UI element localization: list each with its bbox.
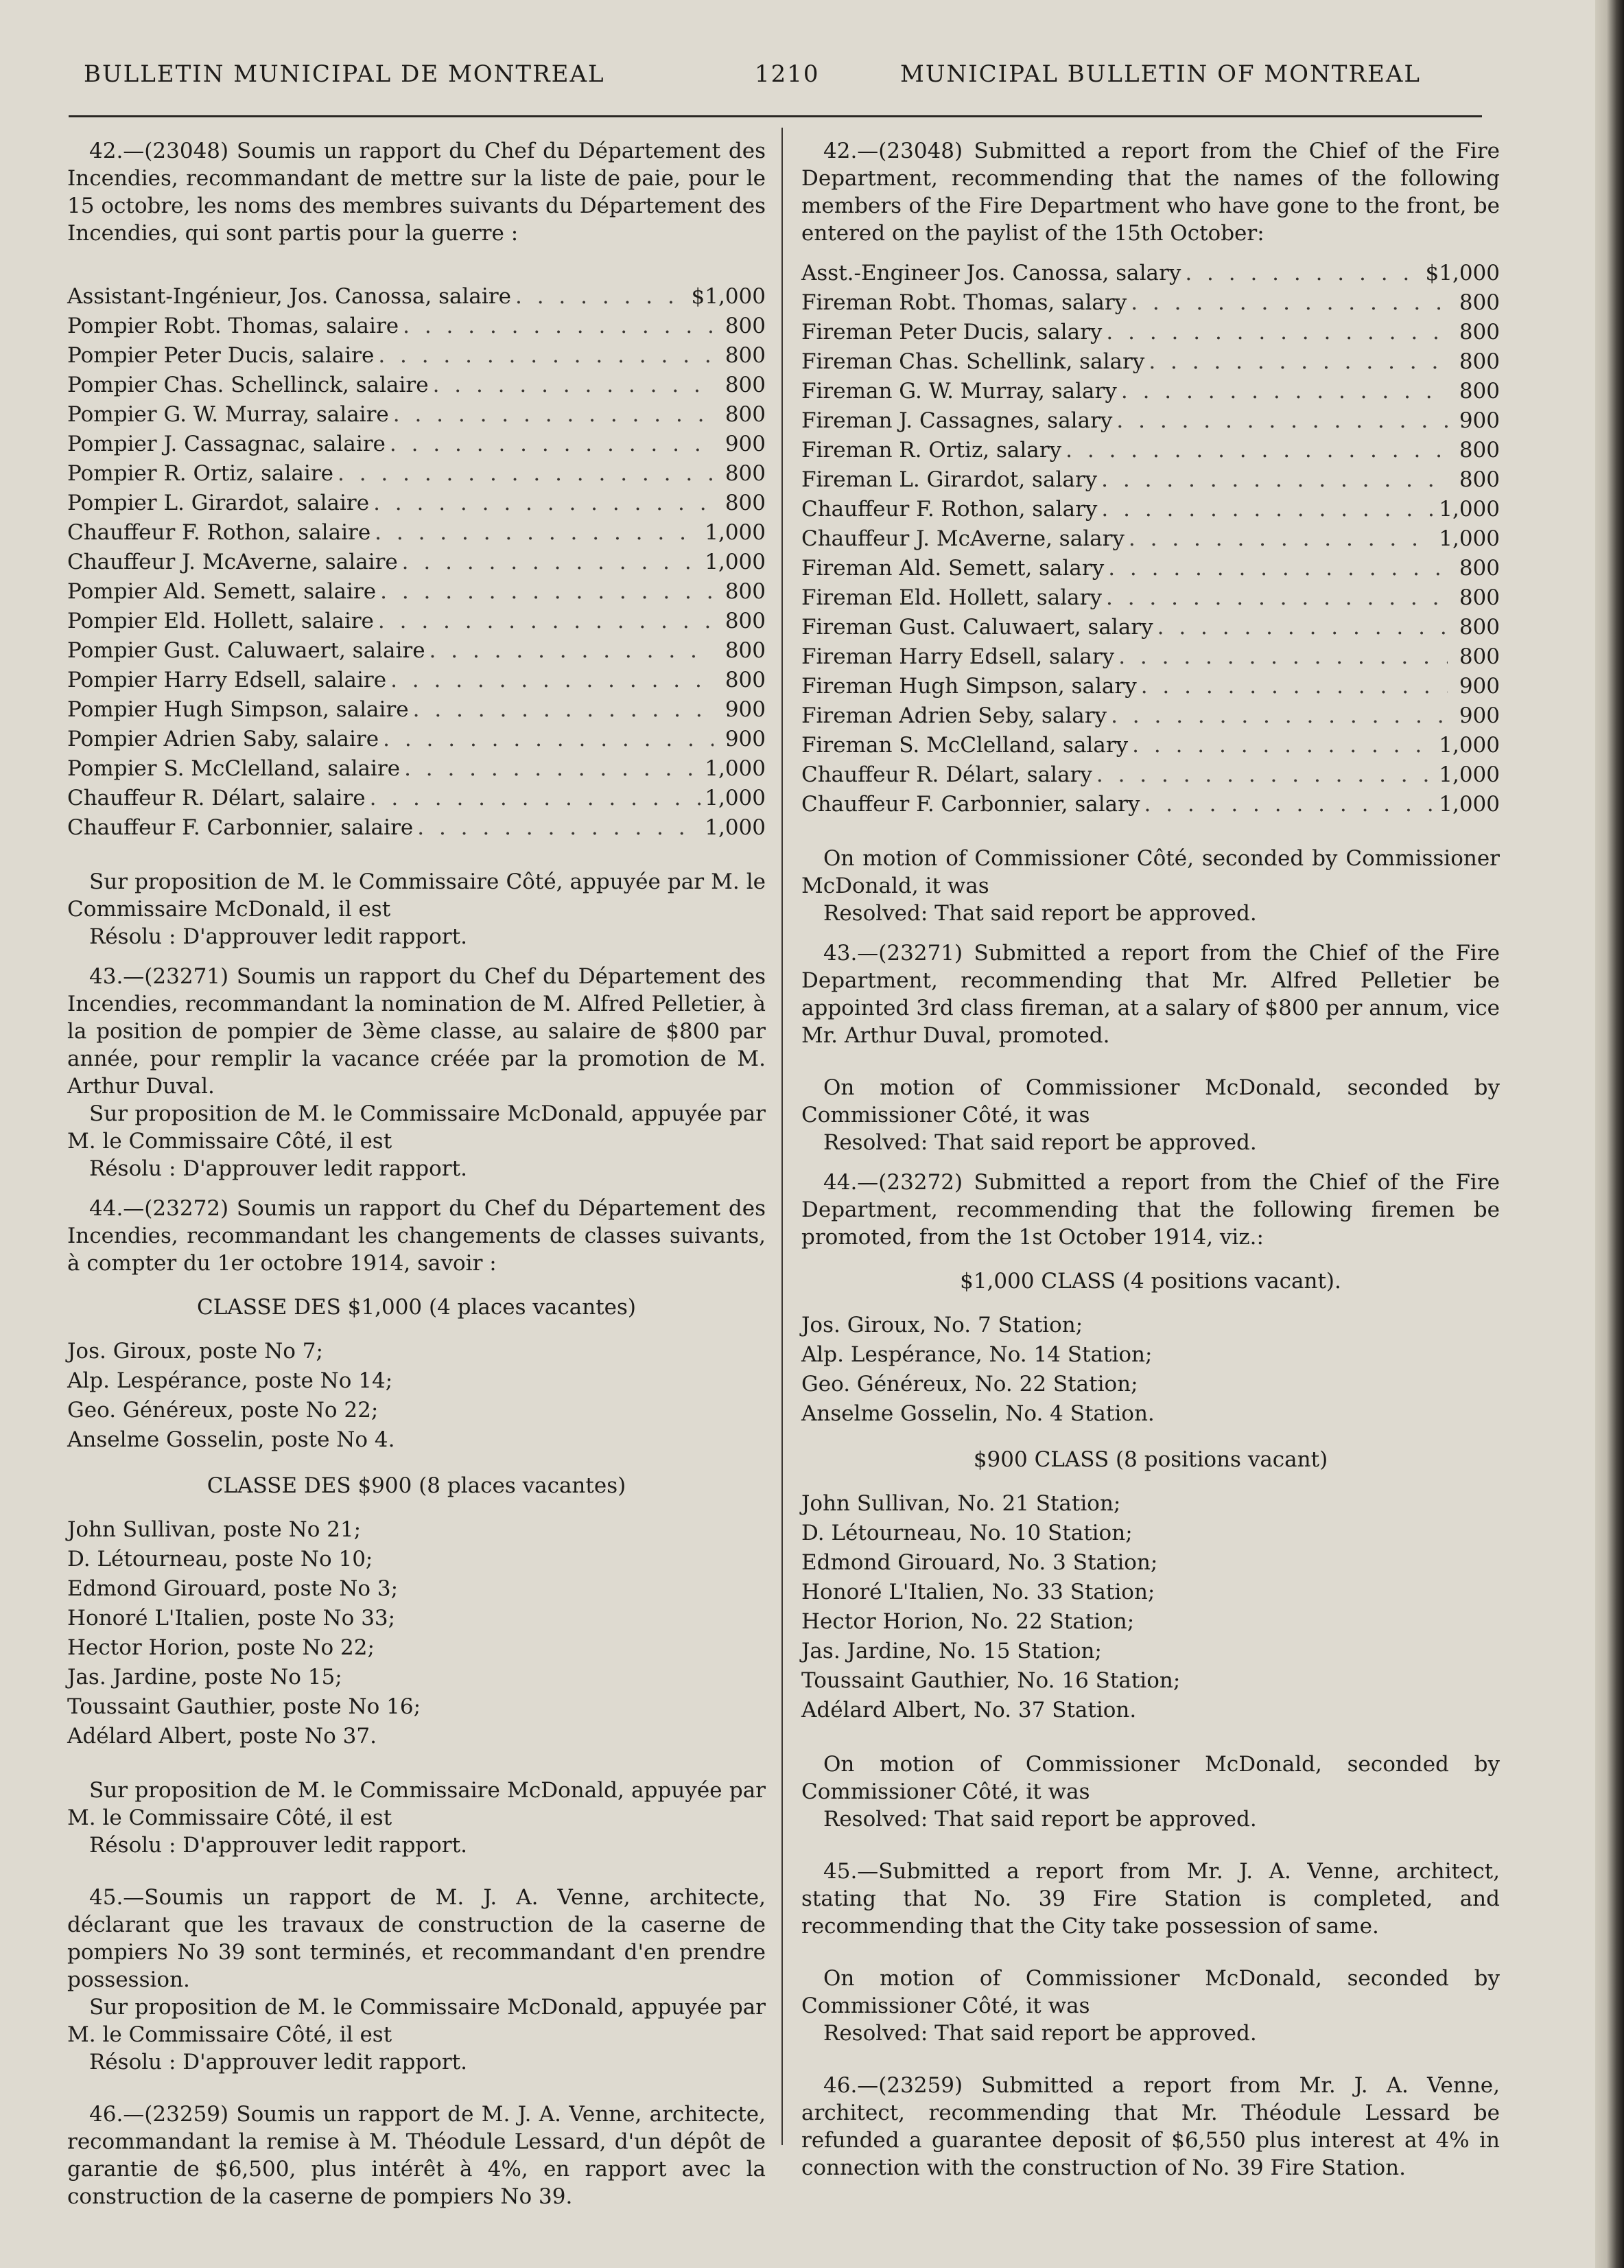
dot-leader: [370, 784, 701, 812]
payroll-name: Pompier Hugh Simpson, salaire: [67, 697, 409, 722]
fr-motion-1: Sur proposition de M. le Commissaire Côté, appuyée par M. le Commissaire McDonald, il est: [67, 869, 766, 922]
payroll-name: Pompier Harry Edsell, salaire: [67, 668, 387, 692]
payroll-amount: 800: [1459, 556, 1500, 581]
en-item-46: 46.—(23259) Submitted a report from Mr. J. A. Venne, architect, recommending that Mr. Théodule Lessard be refunded a guarantee deposit of $6,550 plus interest at 4% in connection with the construction of No. 39 Fire Station.: [801, 2073, 1500, 2180]
en-motion-3: On motion of Commissioner McDonald, seconded by Commissioner Côté, it was: [801, 1752, 1500, 1804]
payroll-amount: 800: [1459, 290, 1500, 315]
payroll-name: Fireman Gust. Caluwaert, salary: [801, 615, 1153, 640]
promotion-list-item: Honoré L'Italien, No. 33 Station;: [801, 1580, 1155, 1604]
dot-leader: [1129, 525, 1435, 552]
payroll-name: Fireman Adrien Seby, salary: [801, 703, 1107, 728]
dot-leader: [1096, 761, 1435, 788]
french-column: [67, 137, 766, 2210]
en-class-1000-heading: $1,000 CLASS (4 positions vacant).: [960, 1269, 1341, 1294]
dot-leader: [1132, 732, 1435, 759]
payroll-row: [801, 436, 1500, 466]
payroll-name: Fireman Eld. Hollett, salary: [801, 585, 1102, 610]
payroll-amount: 800: [725, 461, 766, 486]
promotion-list-item: Jas. Jardine, poste No 15;: [67, 1665, 342, 1690]
promotion-list-item: D. Létourneau, poste No 10;: [67, 1547, 373, 1571]
payroll-name: Pompier Peter Ducis, salaire: [67, 343, 375, 368]
dot-leader: [373, 489, 714, 517]
payroll-row: [67, 578, 766, 607]
payroll-amount: 800: [725, 609, 766, 633]
en-item-43: 43.—(23271) Submitted a report from the Chief of the Fire Department, recommending that Mr. Alfred Pelletier be appointed 3rd class fireman, at a salary of $800 per annum, vice Mr. Arthur Duval, promoted.: [801, 941, 1500, 1048]
promotion-list-item: Toussaint Gauthier, No. 16 Station;: [801, 1668, 1181, 1693]
payroll-name: Assistant-Ingénieur, Jos. Canossa, salaire: [67, 284, 511, 309]
payroll-name: Pompier J. Cassagnac, salaire: [67, 432, 386, 456]
dot-leader: [383, 725, 714, 753]
payroll-name: Pompier Gust. Caluwaert, salaire: [67, 638, 425, 663]
dot-leader: [375, 519, 701, 546]
payroll-name: Fireman S. McClelland, salary: [801, 733, 1129, 758]
payroll-amount: 1,000: [705, 550, 766, 574]
payroll-name: Pompier L. Girardot, salaire: [67, 491, 370, 515]
dot-leader: [1106, 584, 1448, 611]
fr-class-1000-list: [67, 1337, 766, 1456]
dot-leader: [1141, 673, 1448, 700]
page-header: [0, 60, 1482, 102]
fr-payroll-list: [67, 283, 766, 843]
fr-class-900-list: [67, 1516, 766, 1752]
fr-item-43: 43.—(23271) Soumis un rapport du Chef du Département des Incendies, recommandant la nomination de M. Alfred Pelletier, à la position de pompier de 3ème classe, au salaire de $800 par année, pour remplir la vacance créée par la promotion de M. Arthur Duval.: [67, 964, 766, 1099]
promotion-list-item: Anselme Gosselin, poste No 4.: [67, 1427, 395, 1452]
dot-leader: [1149, 348, 1448, 375]
promotion-list-item: Edmond Girouard, No. 3 Station;: [801, 1550, 1158, 1575]
fr-class-1000-heading: CLASSE DES $1,000 (4 places vacantes): [197, 1295, 636, 1320]
en-payroll-list: [801, 259, 1500, 820]
payroll-name: Chauffeur F. Rothon, salary: [801, 497, 1098, 522]
en-class-900-list: [801, 1490, 1500, 1726]
payroll-amount: 1,000: [1439, 792, 1500, 817]
payroll-amount: 800: [725, 638, 766, 663]
english-column: [801, 137, 1500, 2182]
promotion-list-item: Adélard Albert, poste No 37.: [67, 1724, 377, 1749]
dot-leader: [515, 283, 687, 310]
payroll-amount: 800: [725, 491, 766, 515]
payroll-amount: 1,000: [1439, 733, 1500, 758]
payroll-row: [801, 643, 1500, 673]
payroll-amount: 800: [1459, 615, 1500, 640]
payroll-name: Pompier Ald. Semett, salaire: [67, 579, 377, 604]
fr-motion-4: Sur proposition de M. le Commissaire McDonald, appuyée par M. le Commissaire Côté, il est: [67, 1995, 766, 2047]
payroll-amount: 1,000: [1439, 526, 1500, 551]
dot-leader: [1101, 466, 1448, 493]
payroll-amount: 1,000: [705, 786, 766, 810]
payroll-name: Fireman R. Ortiz, salary: [801, 438, 1062, 463]
dot-leader: [393, 401, 714, 428]
payroll-row: [801, 732, 1500, 761]
dot-leader: [378, 607, 714, 635]
payroll-row: [801, 466, 1500, 495]
dot-leader: [1101, 495, 1435, 523]
promotion-list-item: Geo. Généreux, poste No 22;: [67, 1398, 379, 1423]
en-resolved-4: Resolved: That said report be approved.: [823, 2021, 1257, 2046]
payroll-amount: 900: [1459, 703, 1500, 728]
promotion-list-item: Alp. Lespérance, poste No 14;: [67, 1368, 393, 1393]
dot-leader: [403, 312, 714, 340]
payroll-name: Fireman G. W. Murray, salary: [801, 379, 1117, 404]
payroll-row: [67, 814, 766, 843]
payroll-amount: 900: [725, 697, 766, 722]
promotion-list-item: Hector Horion, poste No 22;: [67, 1635, 375, 1660]
payroll-row: [67, 725, 766, 755]
payroll-row: [801, 702, 1500, 732]
payroll-row: [67, 489, 766, 519]
payroll-amount: 800: [1459, 320, 1500, 344]
header-title-french: BULLETIN MUNICIPAL DE MONTREAL: [84, 60, 605, 88]
payroll-row: [801, 554, 1500, 584]
payroll-amount: 800: [1459, 467, 1500, 492]
payroll-row: [801, 525, 1500, 554]
payroll-name: Fireman J. Cassagnes, salary: [801, 408, 1113, 433]
payroll-name: Pompier Eld. Hollett, salaire: [67, 609, 374, 633]
binding-edge: [1595, 0, 1624, 2268]
fr-item-44: 44.—(23272) Soumis un rapport du Chef du Département des Incendies, recommandant les changements de classes suivants, à compter du 1er octobre 1914, savoir :: [67, 1196, 766, 1276]
promotion-list-item: John Sullivan, poste No 21;: [67, 1517, 362, 1542]
payroll-amount: 800: [725, 343, 766, 368]
payroll-amount: 900: [1459, 408, 1500, 433]
payroll-amount: 800: [1459, 438, 1500, 463]
en-motion-2: On motion of Commissioner McDonald, seconded by Commissioner Côté, it was: [801, 1075, 1500, 1127]
promotion-list-item: Alp. Lespérance, No. 14 Station;: [801, 1342, 1153, 1367]
payroll-row: [67, 342, 766, 371]
payroll-name: Chauffeur R. Délart, salary: [801, 762, 1092, 787]
payroll-name: Chauffeur J. McAverne, salary: [801, 526, 1125, 551]
payroll-row: [67, 519, 766, 548]
payroll-amount: 900: [725, 432, 766, 456]
en-resolved-2: Resolved: That said report be approved.: [823, 1130, 1257, 1155]
payroll-name: Fireman L. Girardot, salary: [801, 467, 1098, 492]
dot-leader: [390, 666, 714, 694]
payroll-row: [67, 637, 766, 666]
payroll-name: Pompier S. McClelland, salaire: [67, 756, 401, 781]
dot-leader: [1185, 259, 1421, 287]
promotion-list-item: Adélard Albert, No. 37 Station.: [801, 1698, 1137, 1722]
page-number: 1210: [755, 60, 820, 88]
fr-item-45: 45.—Soumis un rapport de M. J. A. Venne, architecte, déclarant que les travaux de construction de la caserne de pompiers No 39 sont terminés, et recommandant d'en prendre possession.: [67, 1885, 766, 1992]
payroll-name: Pompier Chas. Schellinck, salaire: [67, 373, 429, 397]
payroll-amount: 1,000: [1439, 497, 1500, 522]
dot-leader: [429, 637, 714, 664]
dot-leader: [1116, 407, 1448, 434]
dot-leader: [413, 696, 714, 723]
en-item-42: 42.—(23048) Submitted a report from the Chief of the Fire Department, recommending that the names of the following members of the Fire Department who have gone to the front, be entered on the paylist of the 15th October:: [801, 139, 1500, 246]
header-title-english: MUNICIPAL BULLETIN OF MONTREAL: [900, 60, 1422, 88]
fr-class-900-heading: CLASSE DES $900 (8 places vacantes): [207, 1473, 626, 1498]
payroll-row: [67, 460, 766, 489]
payroll-amount: 800: [725, 314, 766, 338]
payroll-row: [67, 666, 766, 696]
promotion-list-item: Edmond Girouard, poste No 3;: [67, 1576, 399, 1601]
payroll-amount: 800: [1459, 349, 1500, 374]
fr-item-42: 42.—(23048) Soumis un rapport du Chef du Département des Incendies, recommandant de mettre sur la liste de paie, pour le 15 octobre, les noms des membres suivants du Département des Incendies, qui sont partis pour la guerre :: [67, 139, 766, 246]
promotion-list-item: John Sullivan, No. 21 Station;: [801, 1491, 1121, 1516]
dot-leader: [1066, 436, 1448, 464]
promotion-list-item: Jos. Giroux, No. 7 Station;: [801, 1313, 1083, 1337]
promotion-list-item: Hector Horion, No. 22 Station;: [801, 1609, 1135, 1634]
payroll-row: [67, 312, 766, 342]
promotion-list-item: Anselme Gosselin, No. 4 Station.: [801, 1401, 1155, 1426]
dot-leader: [402, 548, 701, 576]
payroll-row: [801, 259, 1500, 289]
fr-resolved-1: Résolu : D'approuver ledit rapport.: [89, 924, 467, 949]
payroll-row: [801, 761, 1500, 791]
payroll-name: Asst.-Engineer Jos. Canossa, salary: [801, 261, 1181, 285]
payroll-amount: $1,000: [691, 284, 766, 309]
payroll-name: Chauffeur J. McAverne, salaire: [67, 550, 398, 574]
dot-leader: [1131, 289, 1448, 316]
payroll-name: Pompier G. W. Murray, salaire: [67, 402, 389, 427]
payroll-amount: 800: [1459, 644, 1500, 669]
payroll-row: [67, 430, 766, 460]
payroll-row: [801, 289, 1500, 318]
dot-leader: [390, 430, 714, 458]
payroll-row: [801, 673, 1500, 702]
dot-leader: [378, 342, 714, 369]
payroll-amount: 1,000: [705, 756, 766, 781]
dot-leader: [338, 460, 714, 487]
payroll-name: Pompier Robt. Thomas, salaire: [67, 314, 399, 338]
dot-leader: [404, 755, 701, 782]
promotion-list-item: Jas. Jardine, No. 15 Station;: [801, 1639, 1102, 1663]
payroll-row: [67, 784, 766, 814]
payroll-name: Chauffeur F. Rothon, salaire: [67, 520, 371, 545]
payroll-amount: 800: [1459, 585, 1500, 610]
payroll-row: [67, 548, 766, 578]
payroll-row: [801, 318, 1500, 348]
dot-leader: [433, 371, 714, 399]
en-motion-1: On motion of Commissioner Côté, seconded by Commissioner McDonald, it was: [801, 846, 1500, 898]
fr-resolved-4: Résolu : D'approuver ledit rapport.: [89, 2050, 467, 2074]
payroll-amount: 800: [725, 402, 766, 427]
fr-item-46: 46.—(23259) Soumis un rapport de M. J. A. Venne, architecte, recommandant la remise à M. Théodule Lessard, d'un dépôt de garantie de $6,500, plus intérêt à 4%, en rapport avec la construction de la caserne de pompiers No 39.: [67, 2102, 766, 2209]
payroll-name: Chauffeur F. Carbonnier, salary: [801, 792, 1140, 817]
dot-leader: [1108, 554, 1448, 582]
promotion-list-item: D. Létourneau, No. 10 Station;: [801, 1521, 1133, 1545]
payroll-row: [801, 407, 1500, 436]
column-divider: [781, 128, 783, 2145]
payroll-amount: 800: [725, 579, 766, 604]
payroll-amount: 800: [1459, 379, 1500, 404]
en-motion-4: On motion of Commissioner McDonald, seconded by Commissioner Côté, it was: [801, 1966, 1500, 2018]
payroll-amount: 800: [725, 668, 766, 692]
payroll-row: [67, 755, 766, 784]
payroll-amount: 1,000: [705, 815, 766, 840]
payroll-row: [67, 371, 766, 401]
payroll-row: [801, 495, 1500, 525]
payroll-name: Pompier Adrien Saby, salaire: [67, 727, 379, 751]
payroll-row: [67, 607, 766, 637]
payroll-name: Fireman Hugh Simpson, salary: [801, 674, 1137, 699]
payroll-amount: 800: [725, 373, 766, 397]
payroll-name: Pompier R. Ortiz, salaire: [67, 461, 333, 486]
fr-motion-2: Sur proposition de M. le Commissaire McDonald, appuyée par M. le Commissaire Côté, il est: [67, 1101, 766, 1154]
payroll-amount: 1,000: [705, 520, 766, 545]
dot-leader: [1157, 613, 1448, 641]
payroll-amount: 900: [1459, 674, 1500, 699]
payroll-amount: $1,000: [1425, 261, 1500, 285]
payroll-row: [801, 791, 1500, 820]
fr-motion-3: Sur proposition de M. le Commissaire McDonald, appuyée par M. le Commissaire Côté, il est: [67, 1778, 766, 1830]
payroll-name: Fireman Peter Ducis, salary: [801, 320, 1103, 344]
fr-resolved-2: Résolu : D'approuver ledit rapport.: [89, 1156, 467, 1181]
en-class-1000-list: [801, 1311, 1500, 1429]
payroll-name: Fireman Ald. Semett, salary: [801, 556, 1105, 581]
payroll-amount: 1,000: [1439, 762, 1500, 787]
payroll-row: [801, 584, 1500, 613]
payroll-name: Fireman Harry Edsell, salary: [801, 644, 1115, 669]
promotion-list-item: Toussaint Gauthier, poste No 16;: [67, 1694, 421, 1719]
en-item-45: 45.—Submitted a report from Mr. J. A. Venne, architect, stating that No. 39 Fire Station is completed, and recommending that the City take possession of same.: [801, 1859, 1500, 1939]
payroll-name: Chauffeur F. Carbonnier, salaire: [67, 815, 414, 840]
payroll-name: Fireman Robt. Thomas, salary: [801, 290, 1127, 315]
dot-leader: [1121, 377, 1448, 405]
header-rule: [69, 115, 1482, 117]
en-resolved-1: Resolved: That said report be approved.: [823, 901, 1257, 926]
payroll-row: [67, 696, 766, 725]
promotion-list-item: Honoré L'Italien, poste No 33;: [67, 1606, 396, 1630]
en-resolved-3: Resolved: That said report be approved.: [823, 1807, 1257, 1832]
en-item-44: 44.—(23272) Submitted a report from the Chief of the Fire Department, recommending that the following firemen be promoted, from the 1st October 1914, viz.:: [801, 1170, 1500, 1250]
payroll-name: Chauffeur R. Délart, salaire: [67, 786, 366, 810]
dot-leader: [1106, 318, 1448, 346]
dot-leader: [1118, 643, 1448, 670]
payroll-amount: 900: [725, 727, 766, 751]
dot-leader: [1144, 791, 1435, 818]
dot-leader: [380, 578, 714, 605]
fr-resolved-3: Résolu : D'approuver ledit rapport.: [89, 1833, 467, 1858]
promotion-list-item: Jos. Giroux, poste No 7;: [67, 1339, 323, 1364]
payroll-row: [67, 283, 766, 312]
payroll-row: [67, 401, 766, 430]
payroll-row: [801, 377, 1500, 407]
dot-leader: [1111, 702, 1448, 729]
promotion-list-item: Geo. Généreux, No. 22 Station;: [801, 1372, 1138, 1396]
payroll-row: [801, 613, 1500, 643]
en-class-900-heading: $900 CLASS (8 positions vacant): [973, 1447, 1328, 1472]
dot-leader: [417, 814, 701, 841]
payroll-name: Fireman Chas. Schellink, salary: [801, 349, 1145, 374]
payroll-row: [801, 348, 1500, 377]
